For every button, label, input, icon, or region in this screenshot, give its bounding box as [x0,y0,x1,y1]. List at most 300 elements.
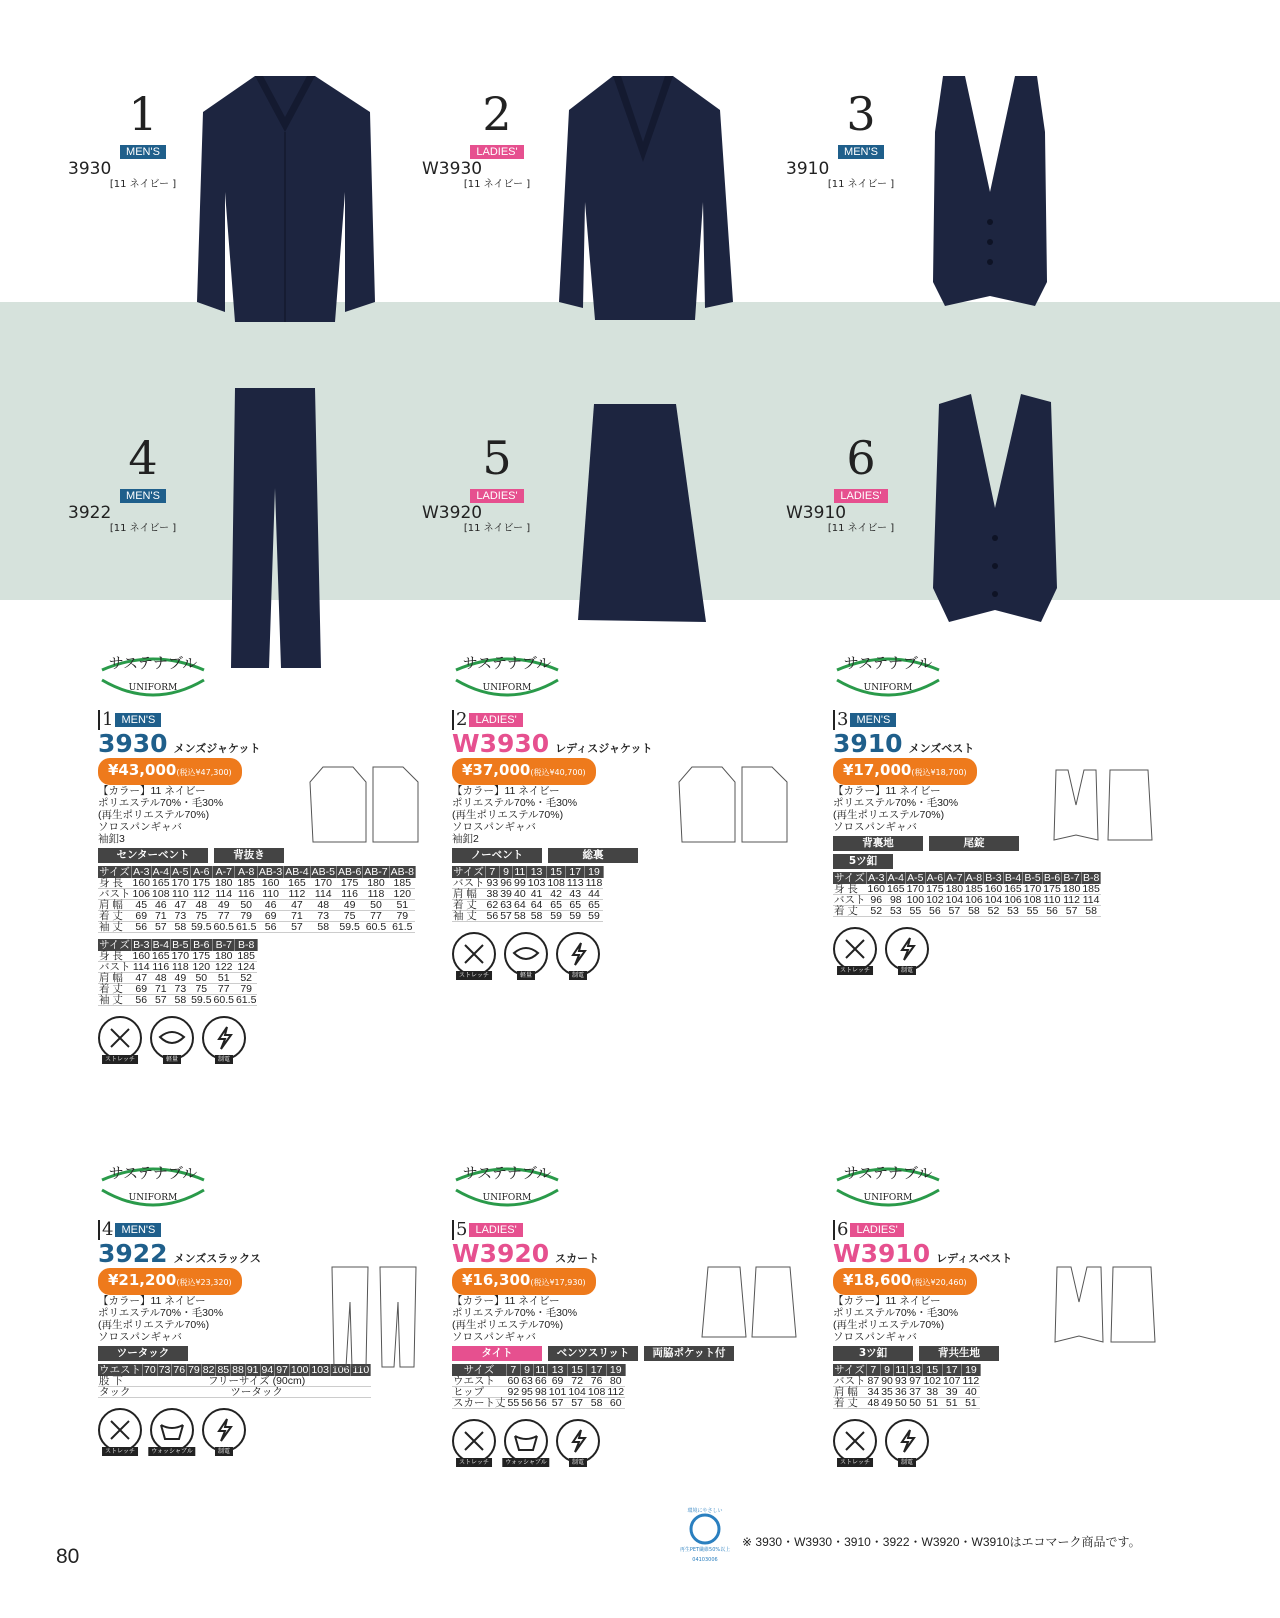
table-header-cell: 11 [535,1364,547,1376]
table-row [98,973,257,984]
table-cell: 57 [945,906,965,917]
table-cell: 49 [881,1397,893,1409]
table-cell: 60.5 [363,922,389,933]
table-row [833,895,1101,906]
table-row [452,911,603,922]
product-code: W3920 [452,1239,550,1268]
table-row [452,900,603,911]
table-header-cell: 7 [507,1364,521,1376]
jacket-line-drawing [677,762,797,847]
table-header-cell: 100 [290,1364,309,1376]
table-header-cell: 9 [520,1364,534,1376]
feature-chip: 5ツ釦 [833,854,893,869]
description: 【カラー】11 ネイビー ポリエステル70%・毛30% (再生ポリエステル70%) ソロスパンギャバ [833,1295,959,1343]
table-cell: 99 [513,877,526,889]
table-cell: 57 [284,922,310,933]
table-cell: 112 [1063,894,1080,906]
svg-text:サステナブル: サステナブル [843,654,933,672]
feature-chip: センターベント [98,848,208,863]
sustainable-uniform-logo [98,1150,208,1212]
table-cell: 79 [235,984,257,995]
table-cell: 55 [1023,906,1043,917]
table-cell: 57 [567,1398,587,1409]
table-cell: 身 長 [98,878,132,889]
table-cell: 160 [984,883,1003,895]
table-cell: 34 [867,1386,880,1398]
table-cell: 185 [965,883,983,895]
table-cell: 身 長 [98,951,132,962]
product-code: 3910 [833,729,903,758]
table-cell: 50 [894,1397,907,1409]
hero-color: [11 ネイビー ] [109,523,177,534]
size-table [98,939,258,1006]
gender-tag: LADIES' [470,489,523,503]
gender-tag: LADIES' [470,145,523,159]
table-header-cell: AB-5 [311,866,335,878]
table-cell: 55 [507,1397,520,1409]
table-header-cell: B-7 [213,939,235,951]
table-cell: 69 [132,984,152,995]
table-cell: 着 丈 [833,906,867,917]
table-cell: 175 [1043,883,1061,895]
svg-text:環境にやさしい: 環境にやさしい [687,1508,723,1514]
sustainable-uniform-logo [98,640,208,702]
table-cell: 106 [965,894,983,906]
table-cell: 175 [926,883,944,895]
table-cell: 39 [942,1387,962,1398]
table-cell: 114 [132,961,150,973]
table-header-cell: B-7 [1063,872,1080,884]
table-cell: 60 [606,1398,625,1409]
gender-tag: LADIES' [834,489,887,503]
hero-color: [11 ネイビー ] [827,179,895,190]
table-cell: 66 [534,1375,547,1387]
product-code: 3930 [98,729,168,758]
table-header-cell: ウエスト [99,1364,141,1376]
table-cell: 108 [152,888,170,900]
table-row [98,911,415,922]
eco-mark-logo [676,1505,734,1563]
table-row [452,889,603,900]
table-cell: 52 [867,906,887,917]
table-cell: 160 [132,877,151,889]
table-cell: 57 [151,922,171,933]
table-header-cell: B-8 [1082,872,1100,884]
table-header-cell: サイズ [834,872,865,884]
product-name: メンズジャケット [173,742,261,755]
table-cell: 71 [151,911,171,922]
table-header-cell: A-5 [907,872,924,884]
table-cell: 165 [152,950,170,962]
table-cell: 55 [906,906,926,917]
icon-caption: ストレッチ [102,1447,138,1456]
icon-caption: 軽量 [517,971,535,980]
hero-2 [422,88,572,191]
table-cell: 38 [922,1387,942,1398]
table-header-cell: 110 [352,1364,370,1376]
gender-tag: LADIES' [469,1223,522,1237]
table-cell: 肩 幅 [452,889,486,900]
table-header-cell: AB-3 [258,866,283,878]
table-cell: 64 [527,900,547,911]
mens-vest-image [925,72,1055,310]
table-header-cell: B-5 [172,939,189,951]
table-cell: 165 [284,878,310,889]
table-header-cell: 9 [880,1364,894,1376]
table-cell: 75 [336,911,362,922]
table-cell: ウエスト [452,1376,507,1387]
table-header-cell: 19 [585,866,604,878]
table-cell: 48 [310,900,336,911]
size-table [452,866,604,922]
icon-caption: ウォッシャブル [148,1447,195,1456]
size-table [833,872,1101,917]
table-cell: 71 [151,984,171,995]
table-cell: 92 [507,1386,520,1398]
svg-text:再生PET繊維50%以上: 再生PET繊維50%以上 [679,1547,731,1553]
product-name: メンズスラックス [173,1252,261,1265]
hero-code: 3922 [68,503,112,523]
product-index: 5 [452,1220,467,1240]
table-cell: 108 [587,1386,606,1398]
table-cell: 71 [284,911,310,922]
table-cell: 75 [190,911,212,922]
table-header-cell: A-8 [965,872,983,884]
table-cell: 180 [1062,883,1081,895]
table-cell: 59 [566,911,585,922]
table-cell: 170 [310,878,336,889]
jacket-line-drawing [308,762,428,847]
mens-jacket-image [195,72,375,332]
antistatic-icon [556,932,600,979]
table-cell: 118 [171,961,189,973]
table-cell: バスト [834,1375,866,1387]
table-cell: 身 長 [833,884,867,895]
table-cell: 108 [547,877,565,889]
table-cell: 47 [171,900,191,911]
hero-code: W3910 [786,503,847,523]
table-header-cell: 82 [202,1364,215,1376]
table-cell: 77 [213,911,235,922]
table-header-cell: B-3 [133,939,150,951]
table-cell: フリーサイズ (90cm) [143,1376,371,1387]
svg-text:04103006: 04103006 [692,1557,718,1563]
antistatic-icon [885,927,929,974]
table-cell: 着 丈 [98,911,132,922]
table-cell: 56 [1042,906,1062,917]
table-cell: 160 [257,878,283,889]
hero-color: [11 ネイビー ] [827,523,895,534]
icon-caption: 制電 [215,1447,233,1456]
table-cell: 107 [943,1375,961,1387]
hero-code: W3930 [422,159,483,179]
icon-caption: ストレッチ [102,1055,138,1064]
icon-caption: 制電 [569,971,587,980]
table-cell: 79 [389,911,415,922]
table-row [833,1398,980,1409]
table-header-cell: A-4 [887,872,904,884]
table-cell: 124 [235,962,257,973]
product-index: 6 [833,1220,848,1240]
table-header-cell: サイズ [452,1364,507,1376]
table-cell: 53 [886,906,906,917]
antistatic-icon [556,1419,600,1466]
table-header-cell: 19 [606,1364,625,1376]
table-header-cell: B-6 [190,939,212,951]
table-cell: 65 [566,900,585,911]
washable-icon [504,1419,548,1466]
table-cell: 着 丈 [833,1398,867,1409]
icon-caption: 制電 [898,1458,916,1467]
icon-caption: 制電 [215,1055,233,1064]
table-header-cell: B-4 [152,939,169,951]
table-cell: 35 [881,1386,893,1398]
table-header-cell: 73 [158,1364,171,1376]
table-cell: 170 [171,950,190,962]
table-cell: 45 [132,900,152,911]
table-cell: 112 [284,889,310,900]
description: 【カラー】11 ネイビー ポリエステル70%・毛30% (再生ポリエステル70%) ソロスパンギャバ [833,785,959,833]
table-cell: 58 [1081,906,1101,917]
hero-code: 3910 [786,159,830,179]
table-cell: 100 [906,894,925,906]
table-header-cell: B-6 [1043,872,1061,884]
table-header-cell: 17 [587,1364,607,1376]
gender-tag: MEN'S [115,713,161,727]
table-cell: 98 [534,1386,547,1398]
table-header-cell: B-8 [235,939,257,951]
table-cell: 110 [171,888,189,900]
hero-color: [11 ネイビー ] [463,179,531,190]
table-header-cell: 11 [514,866,526,878]
table-cell: 51 [389,900,415,911]
table-cell: 52 [984,906,1004,917]
ladies-vest-image [925,388,1065,626]
table-cell: 49 [336,900,362,911]
table-cell: 170 [171,877,190,889]
description: 【カラー】11 ネイビー ポリエステル70%・毛30% (再生ポリエステル70%) ソロスパンギャバ 袖釦2 [452,785,578,845]
table-row [98,900,415,911]
stretch-icon [452,932,496,979]
feature-chip: 総裏 [548,848,638,863]
table-cell: 肩 幅 [98,900,132,911]
sustainable-uniform-logo [833,640,943,702]
table-row [833,1376,980,1387]
sustainable-uniform-logo [452,1150,562,1212]
ladies-jacket-image [555,72,735,328]
table-cell: 93 [486,877,499,889]
slacks-line-drawing [330,1262,420,1372]
table-cell: 50 [235,900,257,911]
table-cell: 41 [527,889,547,900]
table-cell: 69 [132,911,152,922]
table-row [98,878,415,889]
table-cell: 65 [546,900,566,911]
table-header-cell: 76 [173,1364,186,1376]
table-row [833,884,1101,895]
table-cell: 60.5 [213,921,234,933]
table-cell: 104 [568,1386,586,1398]
product-index: 4 [98,1220,113,1240]
table-header-cell: A-7 [946,872,963,884]
table-cell: 53 [1003,906,1023,917]
table-cell: 77 [213,984,235,995]
gender-tag: MEN'S [850,713,896,727]
table-row [98,1387,371,1398]
table-cell: 175 [190,878,212,889]
hero-5 [422,432,572,535]
table-header-cell: AB-7 [364,866,388,878]
table-cell: 着 丈 [452,900,486,911]
gender-tag: MEN'S [120,145,166,159]
skirt-line-drawing [700,1262,800,1342]
stretch-icon [98,1016,142,1063]
table-header-cell: 106 [331,1364,350,1376]
table-cell: ヒップ [452,1387,507,1398]
table-row [98,951,257,962]
table-cell: 180 [945,883,964,895]
size-table [98,866,416,933]
table-cell: タック [98,1387,143,1398]
svg-text:UNIFORM: UNIFORM [863,1193,913,1203]
table-header-cell: 15 [567,1364,587,1376]
table-cell: 118 [585,877,603,889]
table-cell: 185 [1082,883,1100,895]
table-cell: 58 [964,906,984,917]
table-cell: 180 [363,878,389,889]
table-cell: 96 [867,895,887,906]
table-cell: バスト [99,888,131,900]
table-cell: 51 [213,973,235,984]
table-header-cell: 94 [261,1364,274,1376]
table-cell: 肩 幅 [98,973,132,984]
table-cell: 59.5 [191,994,212,1006]
feature-chip: 背共生地 [919,1346,999,1361]
table-header-cell: 7 [867,1364,881,1376]
price-badge: ¥16,300(税込¥17,930) [452,1268,596,1295]
table-cell: 120 [389,889,415,900]
table-row [98,984,257,995]
table-header-cell: 15 [546,866,566,878]
table-header-cell: A-5 [172,866,189,878]
table-cell: 56 [132,995,152,1006]
table-cell: 47 [284,900,310,911]
table-cell: 185 [389,878,415,889]
table-cell: 61.5 [235,994,257,1006]
table-cell: 69 [548,1376,568,1387]
table-cell: 40 [962,1387,981,1398]
hero-4 [68,432,218,535]
hero-code: 3930 [68,159,112,179]
washable-icon [150,1408,194,1455]
table-header-cell: 17 [566,866,585,878]
icon-caption: ストレッチ [456,971,492,980]
table-cell: 56 [486,910,499,922]
antistatic-icon [202,1408,246,1455]
price-badge: ¥18,600(税込¥20,460) [833,1268,977,1295]
feature-chip: 背裏地 [833,836,923,851]
table-cell: 57 [548,1398,568,1409]
product-name: レディスベスト [936,1252,1013,1265]
svg-text:サステナブル: サステナブル [108,1164,198,1182]
table-cell: 43 [566,889,585,900]
table-header-cell: 13 [909,1364,921,1376]
product-code: W3930 [452,729,550,758]
stretch-icon [452,1419,496,1466]
gender-tag: MEN'S [120,489,166,503]
table-cell: 59.5 [191,921,212,933]
table-cell: 90 [881,1375,893,1387]
table-cell: 108 [1023,894,1042,906]
sustainable-uniform-logo [833,1150,943,1212]
table-header-cell: AB-8 [390,866,414,878]
description: 【カラー】11 ネイビー ポリエステル70%・毛30% (再生ポリエステル70%) ソロスパンギャバ [452,1295,578,1343]
product-index: 1 [98,710,113,730]
table-cell: 106 [132,888,151,900]
table-cell: バスト [99,961,131,973]
stretch-icon [98,1408,142,1455]
table-row [833,1387,980,1398]
table-cell: 175 [190,951,212,962]
price-badge: ¥43,000(税込¥47,300) [98,758,242,785]
table-cell: 170 [1023,883,1042,895]
table-header-cell: 17 [942,1364,962,1376]
table-cell: 95 [521,1386,533,1398]
table-header-cell: 13 [548,1364,568,1376]
table-cell: 160 [132,950,151,962]
table-cell: 98 [886,895,906,906]
hero-6 [786,432,936,535]
table-header-cell: 70 [144,1364,156,1376]
gender-tag: LADIES' [469,713,522,727]
sustainable-uniform-logo [452,640,562,702]
lightweight-icon [150,1016,194,1063]
svg-text:UNIFORM: UNIFORM [128,683,178,693]
table-cell: 114 [310,889,336,900]
hero-code: W3920 [422,503,483,523]
table-cell: 58 [171,995,191,1006]
svg-text:UNIFORM: UNIFORM [863,683,913,693]
antistatic-icon [202,1016,246,1063]
table-cell: バスト [453,877,485,889]
hero-number: 6 [846,431,876,485]
table-cell: 110 [1043,894,1061,906]
table-cell: 73 [171,911,191,922]
eco-footnote: ※ 3930・W3930・3910・3922・W3920・W3910はエコマーク商品です。 [742,1535,1141,1549]
table-cell: 75 [190,984,212,995]
table-cell: 56 [534,1397,547,1409]
table-header-cell: B-4 [1004,872,1022,884]
hero-number: 4 [128,431,158,485]
table-header-cell: AB-4 [285,866,309,878]
table-cell: 79 [235,911,257,922]
product-name: スカート [555,1252,600,1265]
table-cell: 40 [513,888,526,900]
table-header-cell: A-8 [235,866,257,878]
table-row [452,1398,625,1409]
table-row [452,1376,625,1387]
table-header-cell: A-3 [868,872,885,884]
table-cell: 36 [894,1386,907,1398]
svg-text:UNIFORM: UNIFORM [482,1193,532,1203]
table-cell: 52 [235,973,257,984]
table-cell: 104 [984,894,1003,906]
svg-text:UNIFORM: UNIFORM [128,1193,178,1203]
table-cell: 106 [1004,894,1022,906]
table-cell: 58 [527,911,547,922]
table-cell: 47 [132,973,152,984]
table-cell: 39 [500,888,512,900]
